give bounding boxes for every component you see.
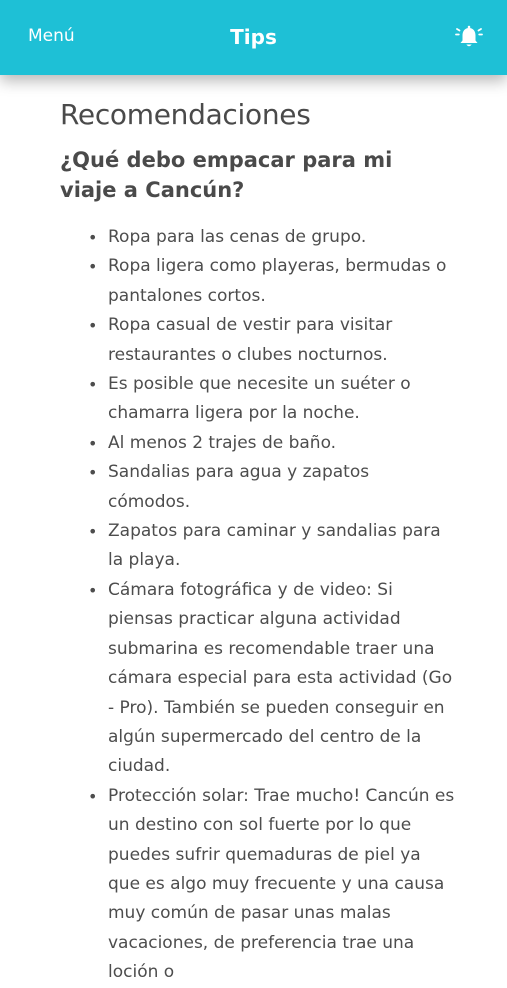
section-heading: Recomendaciones	[60, 98, 311, 131]
list-item: • Es posible que necesite un suéter o chamarra ligera por la noche.	[60, 370, 455, 429]
bell-icon[interactable]	[455, 24, 483, 50]
list-item: • Ropa para las cenas de grupo.	[60, 223, 455, 252]
packing-list	[60, 223, 455, 988]
list-item: • Ropa casual de vestir para visitar restaurantes o clubes nocturnos.	[60, 311, 455, 370]
list-item: • Ropa ligera como playeras, bermudas o pantalones cortos.	[60, 252, 455, 311]
list-item: • Cámara fotográfica y de video: Si piensas practicar alguna actividad submarina es recomendable traer una cámara especial para esta actividad (Go - Pro). También se pueden conseguir en algún supermercado del centro de la ciudad.	[60, 576, 455, 782]
list-item: • Al menos 2 trajes de baño.	[60, 429, 455, 458]
page-title: Tips	[230, 25, 277, 49]
list-item: • Sandalias para agua y zapatos cómodos.	[60, 458, 455, 517]
tips-content	[60, 95, 455, 988]
question-heading: ¿Qué debo empacar para mi viaje a Cancún?	[60, 148, 393, 202]
top-navigation-bar	[0, 0, 507, 75]
list-item: • Protección solar: Trae mucho! Cancún es un destino con sol fuerte por lo que puedes sufrir quemaduras de piel ya que es algo muy frecuente y una causa muy común de pasar unas malas vacaciones, de preferencia trae una loción o	[60, 782, 455, 988]
menu-button[interactable]: Menú	[28, 26, 75, 46]
list-item: • Zapatos para caminar y sandalias para la playa.	[60, 517, 455, 576]
